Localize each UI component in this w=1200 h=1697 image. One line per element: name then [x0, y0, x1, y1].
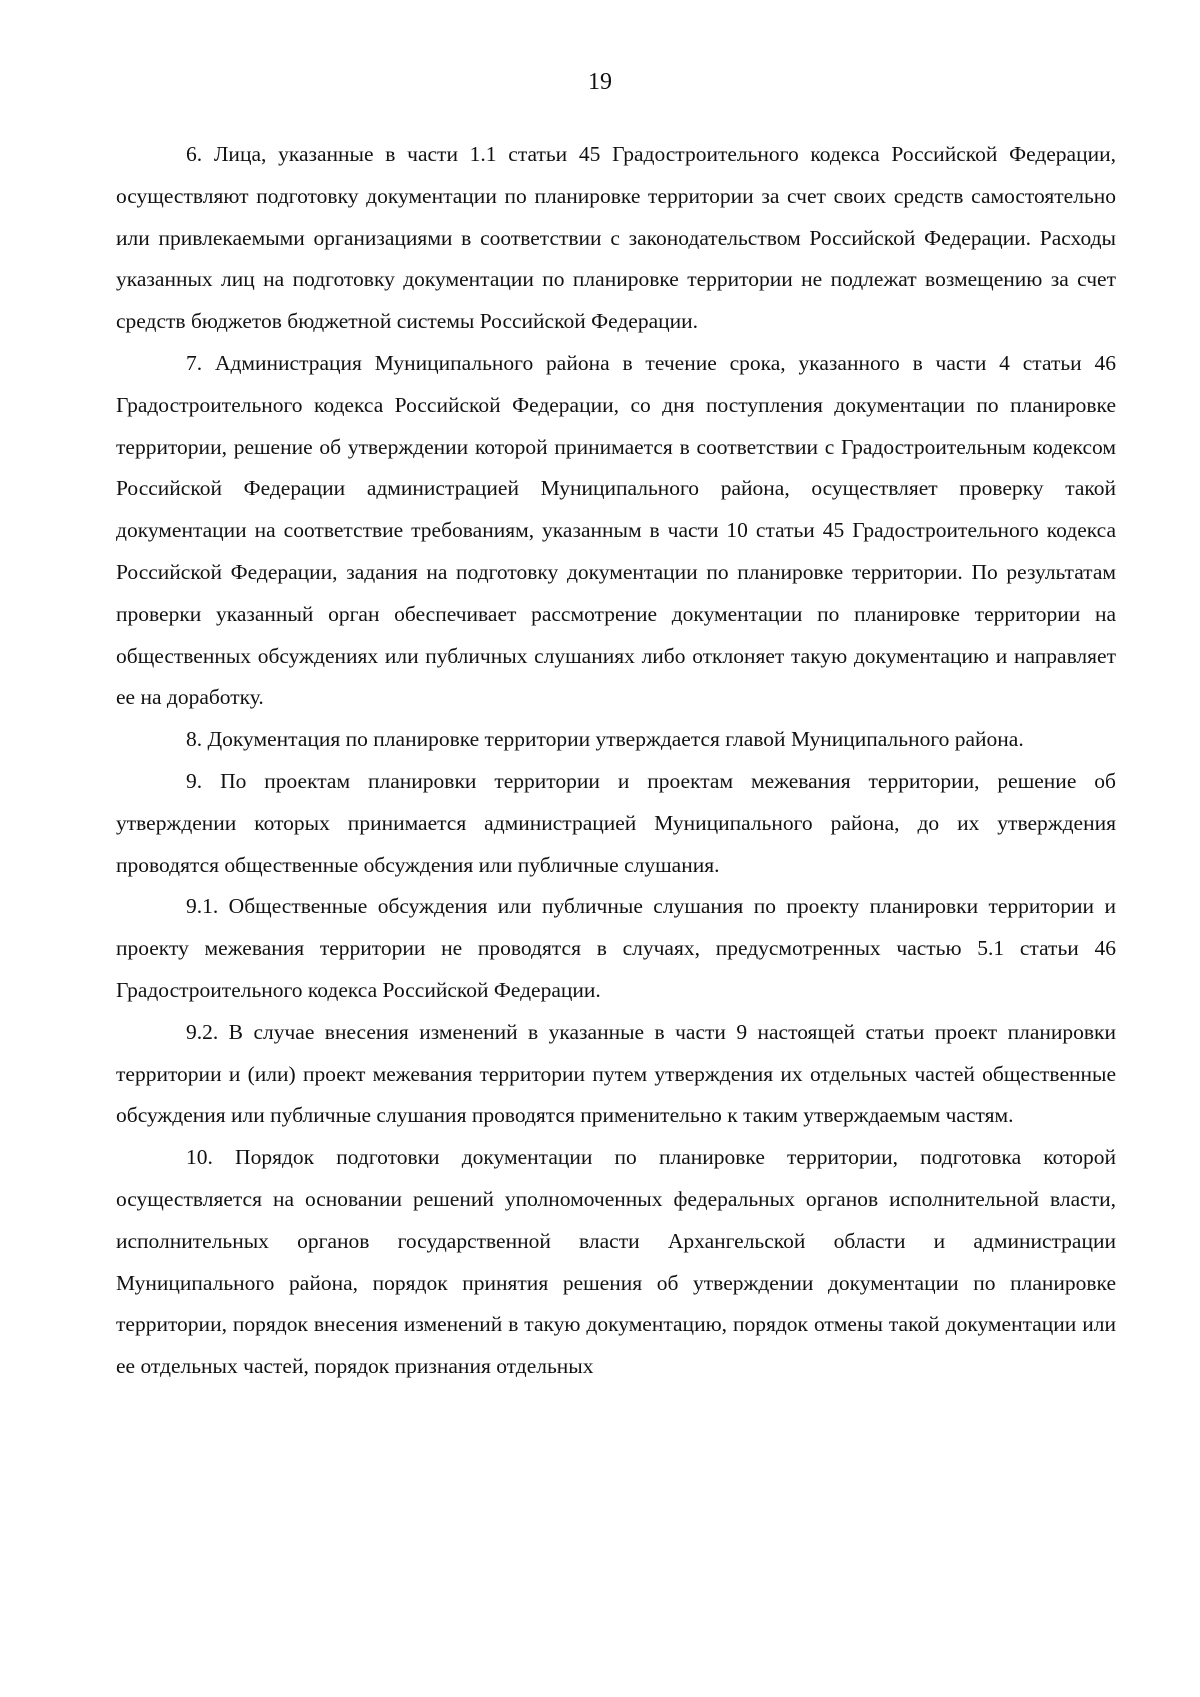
paragraph-6: 6. Лица, указанные в части 1.1 статьи 45 Градостроительного кодекса Российской Федерации, осуществляют подготовку документации по планировке территории за счет своих средств самостоятельно или привлекаемыми организациями в соответствии с законодательством Российской Федерации. Расходы указанных лиц на подготовку документации по планировке территории не подлежат возмещению за счет средств бюджетов бюджетной системы Российской Федерации.	[116, 142, 1116, 334]
paragraph-9-2: 9.2. В случае внесения изменений в указанные в части 9 настоящей статьи проект планировки территории и (или) проект межевания территории путем утверждения их отдельных частей общественные обсуждения или публичные слушания проводятся применительно к таким утверждаемым частям.	[116, 1019, 1116, 1128]
paragraph-8: 8. Документация по планировке территории утверждается главой Муниципального района.	[186, 727, 1024, 752]
page-number: 19	[588, 69, 612, 95]
paragraph-7: 7. Администрация Муниципального района в течение срока, указанного в части 4 статьи 46 Градостроительного кодекса Российской Федерации, со дня поступления документации по планировке территории, решение об утверждении которой принимается в соответствии с Градостроительным кодексом Российской Федерации администрацией Муниципального района, осуществляет проверку такой документации на соответствие требованиям, указанным в части 10 статьи 45 Градостроительного кодекса Российской Федерации, задания на подготовку документации по планировке территории. По результатам проверки указанный орган обеспечивает рассмотрение документации по планировке территории на общественных обсуждениях или публичных слушаниях либо отклоняет такую документацию и направляет ее на доработку.	[116, 350, 1116, 710]
paragraph-9: 9. По проектам планировки территории и проектам межевания территории, решение об утверждении которых принимается администрацией Муниципального района, до их утверждения проводятся общественные обсуждения или публичные слушания.	[116, 768, 1116, 877]
paragraph-9-1: 9.1. Общественные обсуждения или публичные слушания по проекту планировки территории и проекту межевания территории не проводятся в случаях, предусмотренных частью 5.1 статьи 46 Градостроительного кодекса Российской Федерации.	[116, 894, 1116, 1002]
paragraph-10: 10. Порядок подготовки документации по планировке территории, подготовка которой осуществляется на основании решений уполномоченных федеральных органов исполнительной власти, исполнительных органов государственной власти Архангельской области и администрации Муниципального района, порядок принятия решения об утверждении документации по планировке территории, порядок внесения изменений в такую документацию, порядок отмены такой документации или ее отдельных частей, порядок признания отдельных	[116, 1145, 1116, 1379]
document-body	[116, 134, 1116, 1388]
